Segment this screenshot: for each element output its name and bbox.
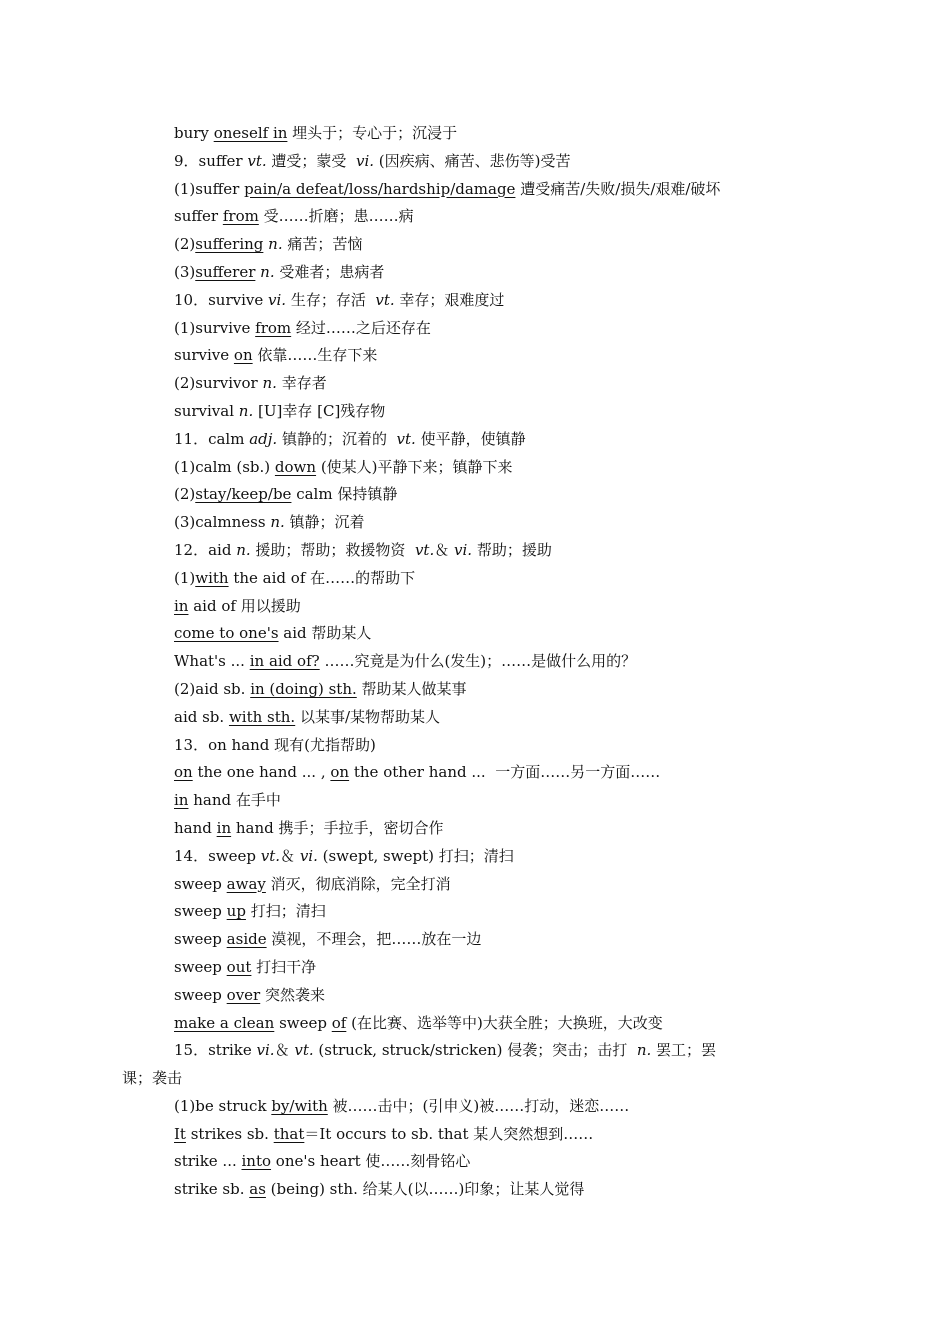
line-text: the other hand ... 一方面……另一方面…… xyxy=(349,763,661,782)
line-text: 镇静的；沉着的 xyxy=(277,429,397,448)
line-text: 课；袭击 xyxy=(122,1069,183,1088)
text-line xyxy=(174,342,824,370)
underlined-phrase: by/with xyxy=(271,1096,328,1115)
text-line xyxy=(174,1176,824,1204)
text-line xyxy=(174,843,824,871)
line-text: survive xyxy=(174,346,234,365)
text-line xyxy=(174,148,824,176)
line-text: strikes sb. xyxy=(185,1124,274,1143)
line-text: 以某事/某物帮助某人 xyxy=(295,707,441,726)
underlined-phrase: of xyxy=(331,1013,347,1032)
line-text: 15．strike xyxy=(174,1041,257,1060)
line-text: (2)aid sb. xyxy=(174,679,251,698)
line-text: (1)calm (sb.) xyxy=(174,457,275,476)
part-of-speech: n. xyxy=(270,513,285,532)
text-line xyxy=(174,815,824,843)
text-line xyxy=(174,1121,824,1149)
line-text: (3) xyxy=(174,262,196,281)
text-line xyxy=(174,120,824,148)
text-line xyxy=(174,704,824,732)
line-text: calm 保持镇静 xyxy=(291,485,398,504)
underlined-phrase: stay/keep/be xyxy=(195,485,292,504)
line-text: sweep xyxy=(174,930,227,949)
line-text: survival xyxy=(174,401,239,420)
line-text: (swept, swept) 打扫；清扫 xyxy=(317,846,514,865)
line-text: aid of 用以援助 xyxy=(188,596,301,615)
part-of-speech: vi. xyxy=(299,846,318,865)
line-text: (2) xyxy=(174,235,196,254)
line-text: aid 帮助某人 xyxy=(278,624,372,643)
part-of-speech: n. xyxy=(262,374,277,393)
line-text: ＆ xyxy=(274,1041,295,1060)
line-text: (struck, struck/stricken) 侵袭；突击；击打 xyxy=(313,1041,637,1060)
line-text: 使平静，使镇静 xyxy=(415,429,526,448)
line-text: 11．calm xyxy=(174,429,250,448)
underlined-phrase: in xyxy=(174,791,189,810)
underlined-phrase: in (doing) sth. xyxy=(250,679,357,698)
text-line xyxy=(174,454,824,482)
vocabulary-notes xyxy=(122,120,824,1204)
underlined-phrase: It xyxy=(174,1124,186,1143)
text-line xyxy=(174,593,824,621)
text-line xyxy=(174,287,824,315)
underlined-phrase: with xyxy=(195,568,229,587)
part-of-speech: vt. xyxy=(375,290,395,309)
part-of-speech: n. xyxy=(636,1041,652,1060)
text-line xyxy=(174,398,824,426)
line-text: 经过……之后还存在 xyxy=(291,318,431,337)
part-of-speech: vt. xyxy=(396,429,416,448)
line-text: 幸存；艰难度过 xyxy=(394,290,505,309)
text-line xyxy=(174,231,824,259)
text-line xyxy=(174,620,824,648)
part-of-speech: vt. xyxy=(414,540,435,559)
text-line xyxy=(174,259,824,287)
underlined-phrase: in xyxy=(174,596,189,615)
line-text: 消灭，彻底消除，完全打消 xyxy=(265,874,451,893)
line-text: 帮助；援助 xyxy=(472,540,552,559)
line-text: (1)be struck xyxy=(174,1096,272,1115)
line-text: 13．on hand 现有(尤指帮助) xyxy=(174,735,376,754)
underlined-phrase: come to one's xyxy=(174,624,279,643)
line-text: strike sb. xyxy=(174,1180,250,1199)
line-text: hand 携手；手拉手，密切合作 xyxy=(231,818,444,837)
line-text: 罢工；罢 xyxy=(651,1041,717,1060)
text-line xyxy=(174,426,824,454)
text-line xyxy=(174,787,824,815)
line-text: sweep xyxy=(174,957,227,976)
line-text: (1)suffer xyxy=(174,179,245,198)
line-text: 打扫干净 xyxy=(251,957,317,976)
part-of-speech: n. xyxy=(268,235,283,254)
part-of-speech: vt. xyxy=(260,846,281,865)
text-line xyxy=(174,1093,824,1121)
line-text: (3)calmness xyxy=(174,513,271,532)
line-text: sweep xyxy=(274,1013,332,1032)
underlined-phrase: sufferer xyxy=(195,262,256,281)
line-text: hand 在手中 xyxy=(188,791,281,810)
line-text: suffer xyxy=(174,207,223,226)
underlined-phrase: on xyxy=(330,763,350,782)
underlined-phrase: on xyxy=(233,346,253,365)
line-text: sweep xyxy=(174,874,227,893)
line-text: [U]幸存 [C]残存物 xyxy=(253,401,386,420)
line-text: one's heart 使……刻骨铭心 xyxy=(271,1152,471,1171)
line-text: hand xyxy=(174,818,217,837)
line-text: 镇静；沉着 xyxy=(284,513,365,532)
part-of-speech: n. xyxy=(236,540,251,559)
line-text: 9．suffer xyxy=(174,151,248,170)
line-text: sweep xyxy=(174,902,227,921)
line-text: sweep xyxy=(174,985,227,1004)
underlined-phrase: with sth. xyxy=(228,707,296,726)
line-text: (使某人)平静下来；镇静下来 xyxy=(316,457,513,476)
part-of-speech: vi. xyxy=(355,151,375,170)
part-of-speech: adj. xyxy=(249,429,278,448)
text-line xyxy=(174,982,824,1010)
text-line xyxy=(174,954,824,982)
line-text: the aid of 在……的帮助下 xyxy=(228,568,416,587)
text-line xyxy=(174,315,824,343)
part-of-speech: vi. xyxy=(268,290,287,309)
line-text: 10．survive xyxy=(174,290,269,309)
line-text: 痛苦；苦恼 xyxy=(282,235,363,254)
line-text: 依靠……生存下来 xyxy=(252,346,378,365)
line-text: 遭受痛苦/失败/损失/艰难/破坏 xyxy=(515,179,721,198)
line-text: 14．sweep xyxy=(174,846,261,865)
line-text: 突然袭来 xyxy=(260,985,326,1004)
line-text: 被……击中；(引申义)被……打动，迷恋…… xyxy=(327,1096,630,1115)
line-text: 埋头于；专心于；沉浸于 xyxy=(287,124,458,142)
line-text: ……究竟是为什么(发生)；……是做什么用的？ xyxy=(319,652,637,671)
text-line xyxy=(174,481,824,509)
part-of-speech: n. xyxy=(238,401,254,420)
text-line xyxy=(174,926,824,954)
line-text: (1)survive xyxy=(174,318,256,337)
text-line xyxy=(174,871,824,899)
underlined-phrase: away xyxy=(226,874,266,893)
part-of-speech: vi. xyxy=(454,540,473,559)
line-text: the one hand ... , xyxy=(192,763,331,782)
underlined-phrase: suffering xyxy=(195,235,264,254)
text-line xyxy=(174,537,824,565)
underlined-phrase: from xyxy=(222,207,259,226)
line-text: (1) xyxy=(174,568,196,587)
underlined-phrase: on xyxy=(174,763,193,782)
underlined-phrase: in aid of? xyxy=(249,652,320,671)
underlined-phrase: that xyxy=(273,1124,305,1143)
underlined-phrase: up xyxy=(226,902,246,921)
text-line xyxy=(174,759,824,787)
line-text: 生存；存活 xyxy=(286,290,376,309)
line-text: ＆ xyxy=(434,540,455,559)
part-of-speech: vt. xyxy=(294,1041,314,1060)
text-line xyxy=(174,176,824,204)
text-line xyxy=(122,1065,824,1093)
line-text: (2) xyxy=(174,485,196,504)
part-of-speech: vi. xyxy=(256,1041,275,1060)
line-text: 遭受；蒙受 xyxy=(266,151,356,170)
line-text: (2)survivor xyxy=(174,374,263,393)
text-line xyxy=(174,898,824,926)
line-text: 幸存者 xyxy=(276,374,327,393)
text-line xyxy=(174,1148,824,1176)
line-text: ＆ xyxy=(280,846,300,865)
underlined-phrase: aside xyxy=(226,930,267,949)
line-text: ＝It occurs to sb. that 某人突然想到…… xyxy=(304,1124,594,1143)
underlined-phrase: out xyxy=(226,957,252,976)
text-line xyxy=(174,1010,824,1038)
underlined-phrase: in xyxy=(216,818,232,837)
line-text: bury xyxy=(174,124,214,142)
underlined-phrase: make a clean xyxy=(174,1013,275,1032)
part-of-speech: vt. xyxy=(247,151,267,170)
text-line xyxy=(174,203,824,231)
text-line xyxy=(174,565,824,593)
underlined-phrase: oneself in xyxy=(213,124,288,142)
line-text: aid sb. xyxy=(174,707,229,726)
underlined-phrase: pain/a defeat/loss/hardship/damage xyxy=(244,179,516,198)
line-text: 受难者；患病者 xyxy=(274,262,385,281)
text-line xyxy=(174,732,824,760)
underlined-phrase: over xyxy=(226,985,261,1004)
text-line xyxy=(174,509,824,537)
text-line xyxy=(174,676,824,704)
underlined-phrase: as xyxy=(249,1180,266,1199)
underlined-phrase: into xyxy=(241,1152,272,1171)
line-text: (在比赛、选举等中)大获全胜；大换班，大改变 xyxy=(346,1013,663,1032)
line-text: strike ... xyxy=(174,1152,242,1171)
line-text: (being) sth. 给某人(以……)印象；让某人觉得 xyxy=(265,1180,585,1199)
text-line xyxy=(174,648,824,676)
underlined-phrase: down xyxy=(274,457,317,476)
line-text: (因疾病、痛苦、悲伤等)受苦 xyxy=(374,151,571,170)
line-text: 漠视，不理会，把……放在一边 xyxy=(266,930,482,949)
line-text: 受……折磨；患……病 xyxy=(258,207,414,226)
line-text: 援助；帮助；救援物资 xyxy=(250,540,415,559)
line-text: 12．aid xyxy=(174,540,237,559)
line-text: 打扫；清扫 xyxy=(245,902,326,921)
line-text: 帮助某人做某事 xyxy=(356,679,467,698)
underlined-phrase: from xyxy=(255,318,292,337)
text-line xyxy=(174,1037,824,1065)
text-line xyxy=(174,370,824,398)
part-of-speech: n. xyxy=(260,262,275,281)
line-text: What's ... xyxy=(174,652,250,671)
